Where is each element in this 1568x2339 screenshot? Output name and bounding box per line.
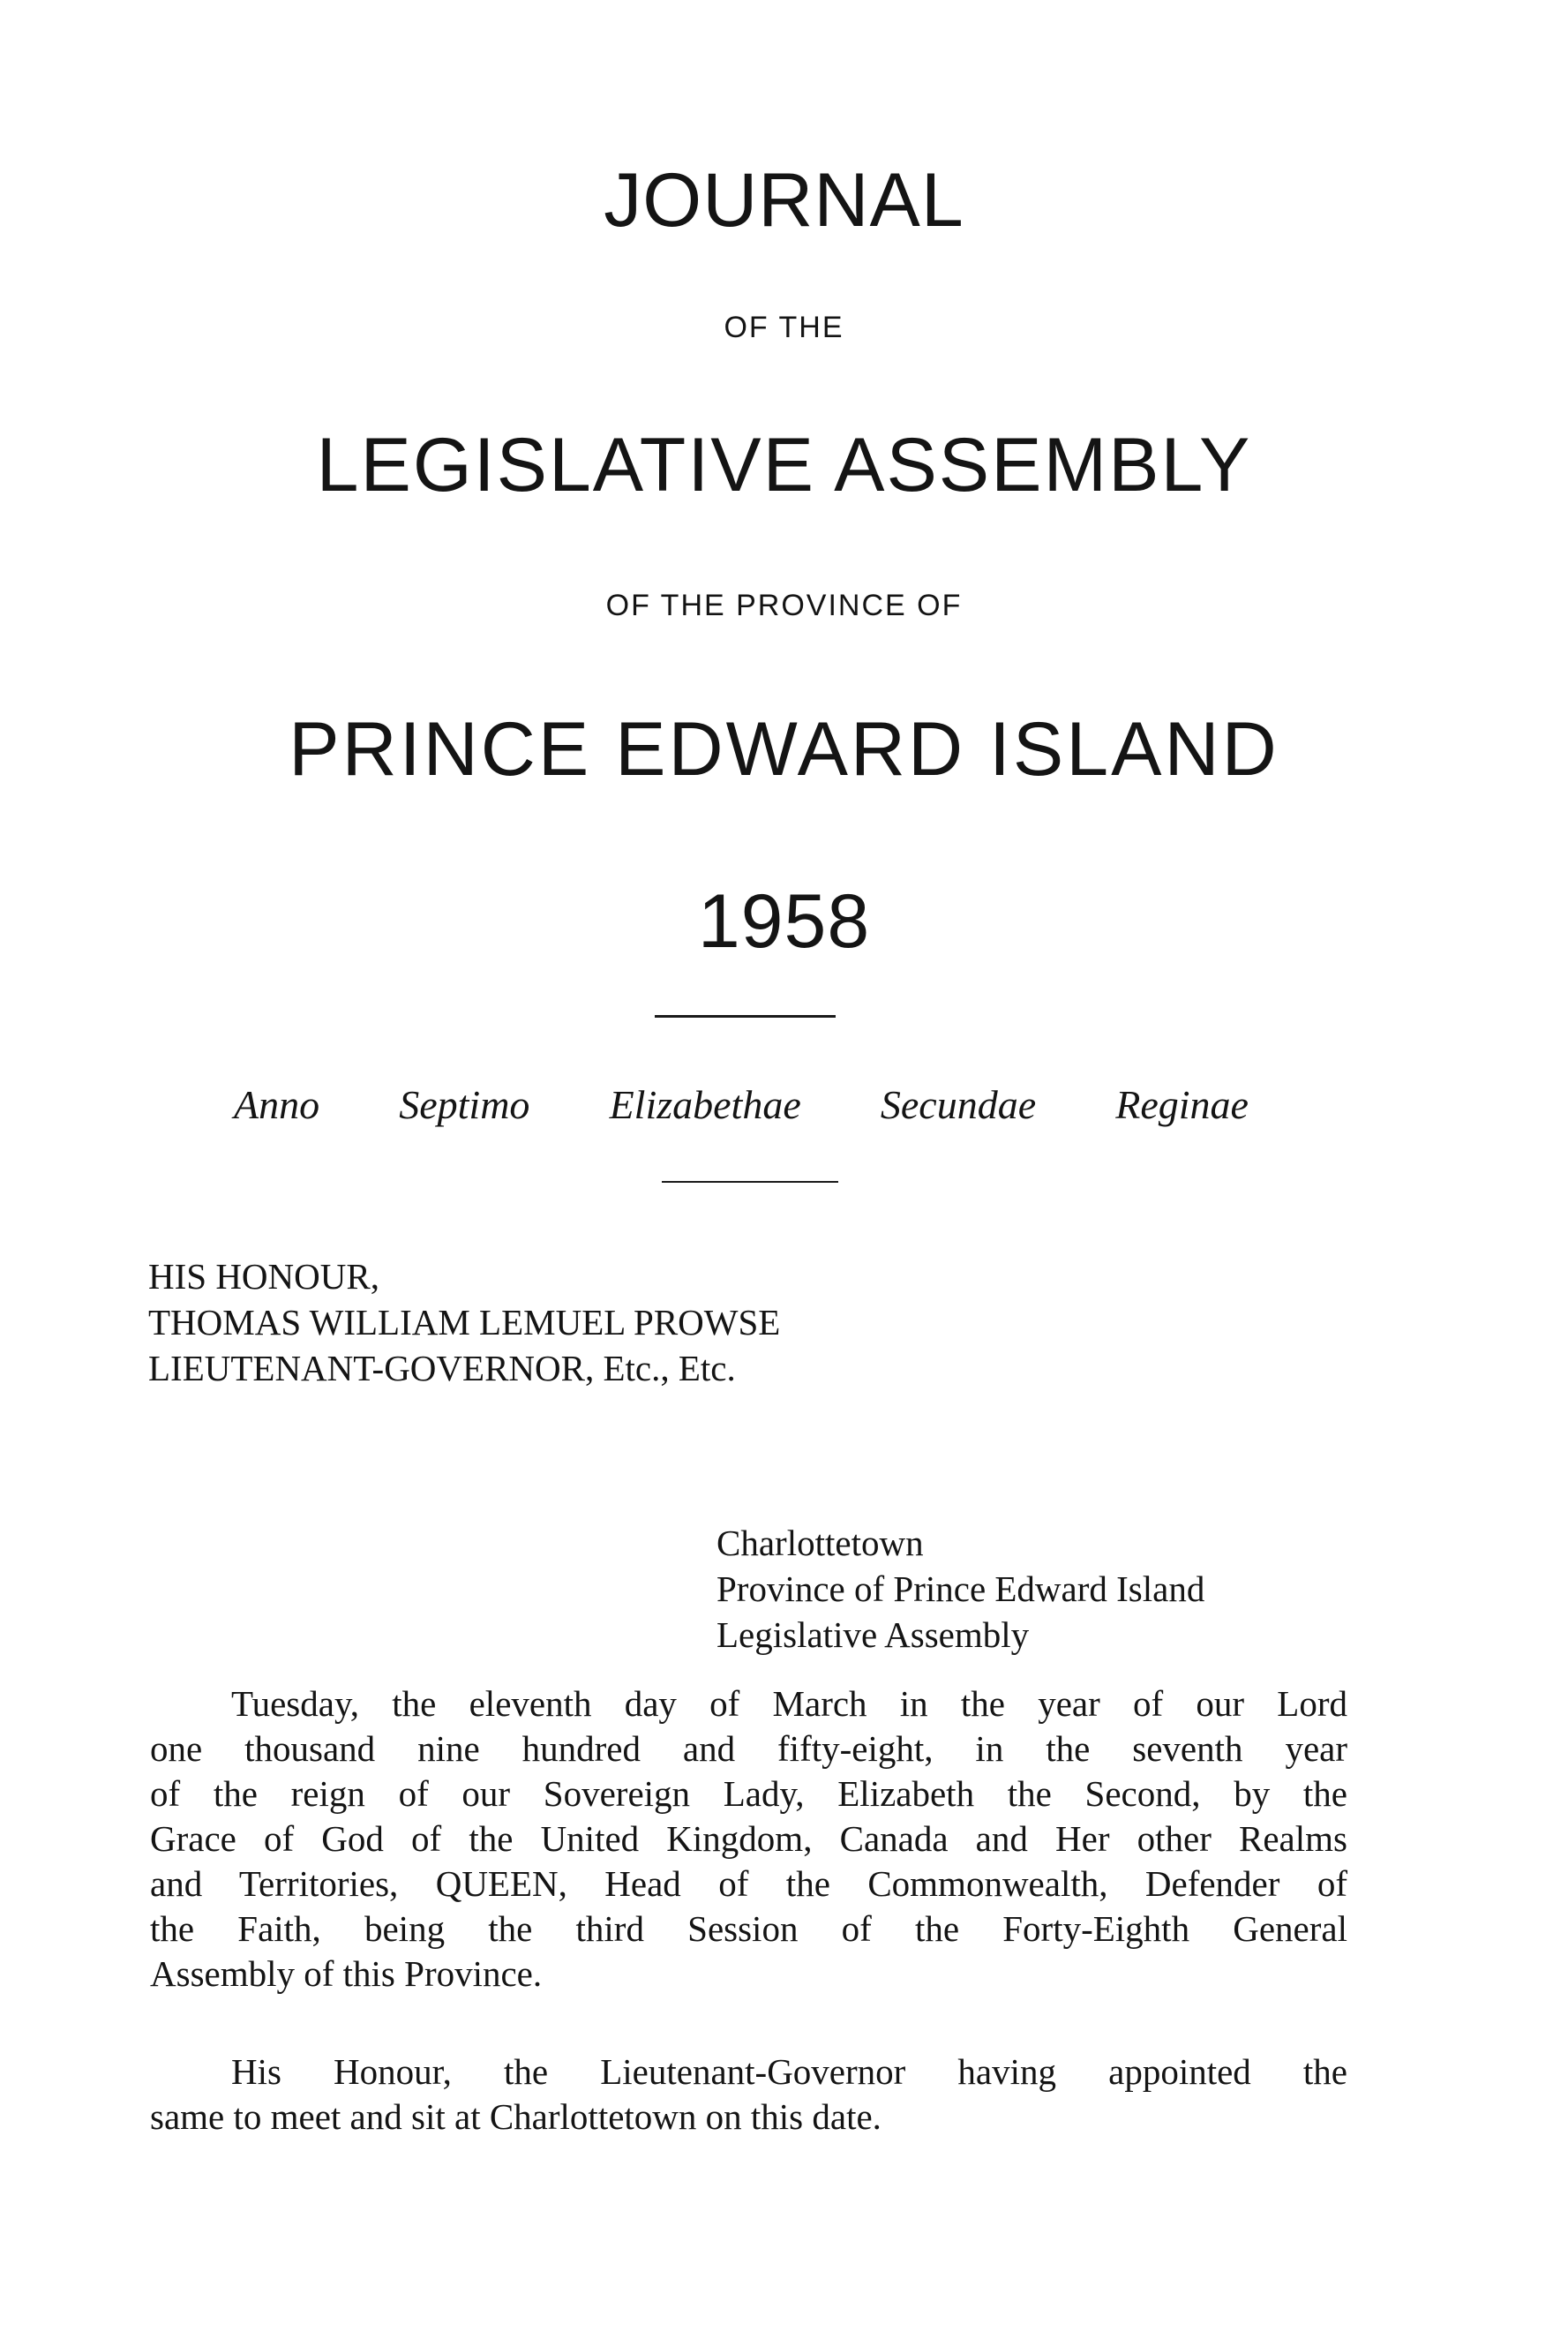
latin-word: Septimo [399,1082,530,1127]
divider-rule-top [655,1015,836,1018]
opening-paragraph [150,1681,1347,1997]
title-legislative-assembly: LEGISLATIVE ASSEMBLY [316,423,1252,508]
paragraph-line: one thousand nine hundred and fifty-eight, in the seventh year [150,1728,1347,1769]
subtitle-of-the-province-of: OF THE PROVINCE OF [605,589,963,622]
paragraph-line: and Territories, QUEEN, Head of the Commonwealth, Defender of [150,1863,1347,1904]
latin-word: Secundae [880,1082,1037,1127]
honour-name-line: THOMAS WILLIAM LEMUEL PROWSE [148,1302,781,1342]
paragraph-line: Tuesday, the eleventh day of March in the year of our Lord [231,1683,1347,1724]
paragraph-line: of the reign of our Sovereign Lady, Elizabeth the Second, by the [150,1773,1347,1814]
place-assembly: Legislative Assembly [716,1614,1030,1655]
subtitle-of-the: OF THE [724,311,844,344]
paragraph-line: the Faith, being the third Session of the Forty-Eighth General [150,1908,1347,1949]
title-journal: JOURNAL [604,158,964,243]
appointment-paragraph [150,2049,1347,2140]
title-province-name: PRINCE EDWARD ISLAND [289,707,1279,792]
paragraph-line: same to meet and sit at Charlottetown on this date. [150,2096,882,2137]
paragraph-line: His Honour, the Lieutenant-Governor having appointed the [231,2051,1347,2092]
honour-address-block [148,1253,780,1391]
title-year: 1958 [697,879,871,964]
place-city: Charlottetown [716,1523,924,1563]
latin-word: Anno [234,1082,320,1127]
honour-office-line: LIEUTENANT-GOVERNOR, Etc., Etc. [148,1348,736,1388]
latin-word: Reginae [1115,1082,1249,1127]
honour-line: HIS HONOUR, [148,1256,379,1297]
latin-regnal-year [234,1081,1249,1128]
paragraph-line: Grace of God of the United Kingdom, Canada and Her other Realms [150,1818,1347,1859]
paragraph-line: Assembly of this Province. [150,1953,543,1994]
place-block [716,1520,1204,1658]
divider-rule-bottom [662,1181,838,1183]
place-province: Province of Prince Edward Island [716,1568,1205,1609]
latin-word: Elizabethae [609,1082,801,1127]
